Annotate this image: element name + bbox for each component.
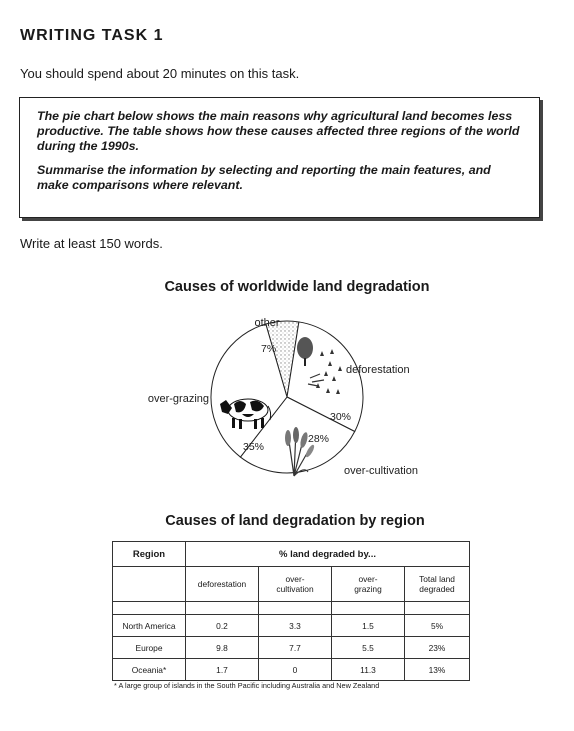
region-table xyxy=(112,541,470,681)
table-row xyxy=(113,637,470,659)
value-cell: 3.3 xyxy=(259,615,332,637)
value-cell: 1.5 xyxy=(332,615,405,637)
region-cell: North America xyxy=(113,615,186,637)
group-header: % land degraded by... xyxy=(186,542,470,567)
value-cell: 5.5 xyxy=(332,637,405,659)
time-instruction: You should spend about 20 minutes on this task. xyxy=(20,66,300,81)
pie-chart-title: Causes of worldwide land degradation xyxy=(164,279,430,295)
task-box xyxy=(19,97,540,218)
task-summary-instruction: Summarise the information by selecting and reporting the main features, and make comparisons where relevant. xyxy=(37,163,491,192)
column-header: over- cultivation xyxy=(259,567,332,602)
column-header: over- grazing xyxy=(332,567,405,602)
table-cell-empty xyxy=(113,567,186,602)
pie-category-label: deforestation xyxy=(346,364,410,376)
table-row xyxy=(113,615,470,637)
value-cell: 13% xyxy=(405,659,470,681)
value-cell: 23% xyxy=(405,637,470,659)
value-cell: 7.7 xyxy=(259,637,332,659)
value-cell: 1.7 xyxy=(186,659,259,681)
value-cell: 9.8 xyxy=(186,637,259,659)
pie-percent-label: 28% xyxy=(308,433,330,445)
table-footnote: * A large group of islands in the South Pacific including Australia and New Zealand xyxy=(114,681,380,690)
region-header: Region xyxy=(113,542,186,567)
pie-percent-label: 30% xyxy=(330,411,352,423)
pie-category-label: other xyxy=(254,317,280,329)
value-cell: 11.3 xyxy=(332,659,405,681)
pie-chart xyxy=(140,310,440,490)
pie-percent-label: 7% xyxy=(261,343,277,355)
table-row xyxy=(113,659,470,681)
region-cell: Oceania* xyxy=(113,659,186,681)
pie-category-label: over-cultivation xyxy=(344,465,418,477)
value-cell: 5% xyxy=(405,615,470,637)
pie-category-label: over-grazing xyxy=(147,393,209,405)
value-cell: 0.2 xyxy=(186,615,259,637)
column-header: Total land degraded xyxy=(405,567,470,602)
table-title: Causes of land degradation by region xyxy=(165,513,425,529)
pie-percent-label: 35% xyxy=(243,441,265,453)
region-cell: Europe xyxy=(113,637,186,659)
word-count-instruction: Write at least 150 words. xyxy=(20,236,163,251)
task-description: The pie chart below shows the main reasons why agricultural land becomes less productive. The table shows how these causes affected three regions of the world during the 1990s. xyxy=(37,109,520,153)
column-header: deforestation xyxy=(186,567,259,602)
value-cell: 0 xyxy=(259,659,332,681)
task-heading: WRITING TASK 1 xyxy=(20,27,164,44)
